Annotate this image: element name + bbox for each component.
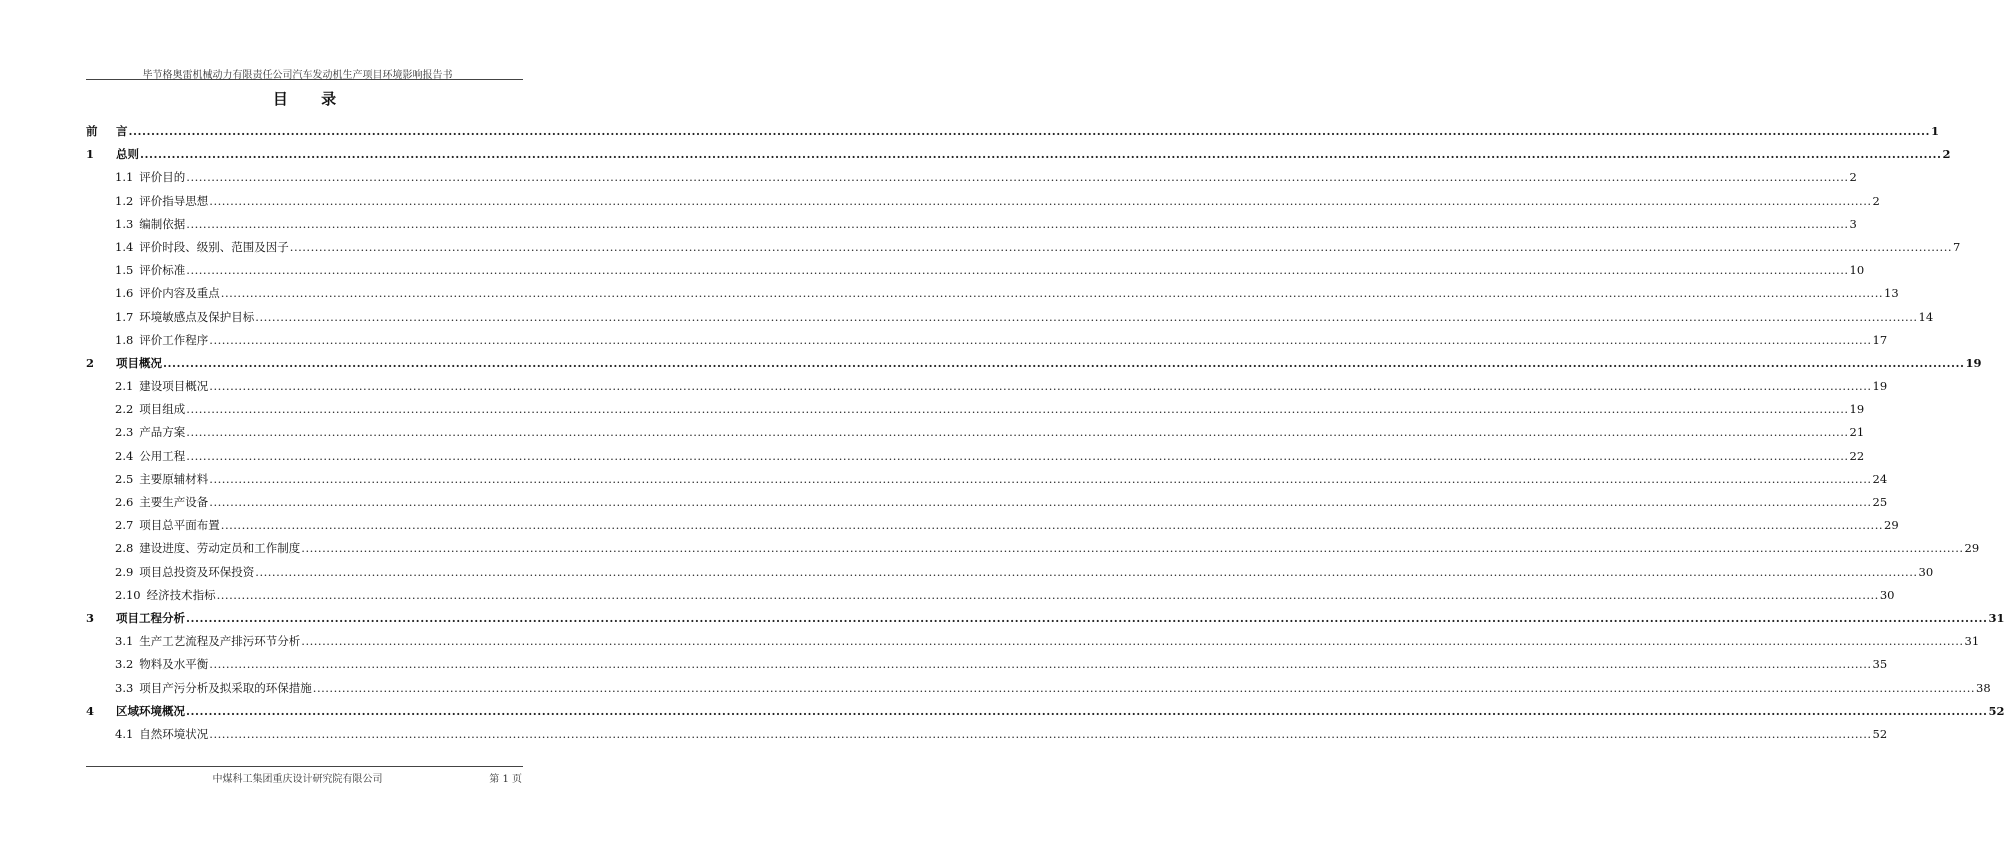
toc-entry-page: 2 — [1872, 193, 1880, 208]
toc-dot-leader: ................................................................................................................................................................................................................................................................................................................................................................................................................ — [209, 471, 1872, 486]
toc-entry-page: 30 — [1879, 587, 1895, 602]
header-divider — [86, 79, 523, 80]
toc-entry-label: 编制依据 — [139, 216, 186, 231]
toc-entry-label: 评价内容及重点 — [139, 286, 220, 301]
toc-dot-leader: ................................................................................................................................................................................................................................................................................................................................................................................................................ — [186, 216, 1849, 231]
toc-entry-page: 31 — [1964, 634, 1980, 649]
toc-entry-label: 产品方案 — [139, 425, 186, 440]
toc-section-row[interactable] — [86, 726, 1888, 749]
toc-entry-label: 主要生产设备 — [139, 495, 209, 509]
toc-entry-number: 2.5 — [115, 471, 134, 486]
toc-entry-page: 2 — [1942, 147, 1951, 162]
toc-entry-label: 经济技术指标 — [146, 587, 216, 602]
toc-dot-leader: ................................................................................................................................................................................................................................................................................................................................................................................................................ — [186, 425, 1849, 440]
toc-dot-leader: ................................................................................................................................................................................................................................................................................................................................................................................................................ — [220, 286, 1884, 301]
toc-section-row[interactable] — [86, 587, 1895, 610]
toc-entry-page: 52 — [1872, 726, 1888, 741]
toc-entry-label: 项目组成 — [139, 402, 186, 417]
toc-section-row[interactable] — [86, 424, 1865, 447]
toc-entry-label: 评价标准 — [139, 263, 186, 278]
toc-dot-leader: ................................................................................................................................................................................................................................................................................................................................................................................................................ — [186, 170, 1849, 185]
toc-entry-number: 2.4 — [115, 448, 134, 463]
toc-entry-label: 评价时段、级别、范围及因子 — [139, 239, 289, 254]
toc-entry-label: 评价指导思想 — [139, 193, 209, 208]
toc-chapter-row[interactable] — [86, 123, 1939, 146]
toc-entry-number: 1.2 — [115, 193, 134, 208]
toc-entry-label: 环境敏感点及保护目标 — [139, 309, 255, 324]
toc-section-row[interactable] — [86, 169, 1857, 192]
toc-entry-page: 30 — [1918, 564, 1934, 579]
toc-dot-leader: ................................................................................................................................................................................................................................................................................................................................................................................................................ — [186, 448, 1849, 463]
page-number: 第 1 页 — [489, 774, 522, 785]
toc-dot-leader: ................................................................................................................................................................................................................................................................................................................................................................................................................ — [255, 309, 1918, 324]
toc-section-row[interactable] — [86, 262, 1865, 285]
toc-entry-page: 31 — [1988, 610, 2004, 625]
toc-entry-number: 2.2 — [115, 402, 134, 417]
toc-section-row[interactable] — [86, 309, 1934, 332]
toc-dot-leader: ................................................................................................................................................................................................................................................................................................................................................................................................................ — [186, 703, 1988, 718]
toc-dot-leader: ................................................................................................................................................................................................................................................................................................................................................................................................................ — [209, 193, 1872, 208]
toc-dot-leader: ................................................................................................................................................................................................................................................................................................................................................................................................................ — [216, 587, 1879, 602]
toc-entry-number: 1 — [86, 147, 95, 162]
toc-entry-number: 1.7 — [115, 309, 134, 324]
toc-entry-number: 3.2 — [115, 657, 134, 672]
toc-dot-leader: ................................................................................................................................................................................................................................................................................................................................................................................................................ — [209, 726, 1872, 741]
toc-entry-number: 3 — [86, 610, 95, 625]
toc-section-row[interactable] — [86, 656, 1888, 679]
toc-dot-leader: ................................................................................................................................................................................................................................................................................................................................................................................................................ — [186, 402, 1849, 417]
toc-entry-number: 2.6 — [115, 495, 134, 509]
toc-entry-number: 1.8 — [115, 332, 134, 347]
toc-entry-label: 项目总平面布置 — [139, 518, 220, 533]
toc-section-row[interactable] — [86, 494, 1888, 517]
toc-dot-leader: ................................................................................................................................................................................................................................................................................................................................................................................................................ — [301, 541, 1964, 556]
toc-entry-page: 10 — [1849, 263, 1865, 278]
toc-entry-page: 13 — [1884, 286, 1899, 301]
toc-entry-number: 2.3 — [115, 425, 134, 440]
toc-entry-page: 29 — [1964, 541, 1980, 556]
toc-dot-leader: ................................................................................................................................................................................................................................................................................................................................................................................................................ — [140, 147, 1942, 162]
toc-dot-leader: ................................................................................................................................................................................................................................................................................................................................................................................................................ — [209, 332, 1872, 347]
toc-entry-number: 前 — [86, 124, 98, 138]
toc-entry-label: 建设进度、劳动定员和工作制度 — [139, 541, 301, 556]
toc-entry-number: 2.1 — [115, 379, 134, 394]
toc-entry-label: 自然环境状况 — [139, 726, 209, 741]
toc-entry-label: 主要原辅材料 — [139, 471, 209, 486]
toc-section-row[interactable] — [86, 633, 1980, 656]
toc-entry-number: 1.1 — [115, 170, 134, 185]
footer-divider — [86, 766, 523, 767]
toc-section-row[interactable] — [86, 193, 1880, 216]
toc-entry-label: 项目工程分析 — [116, 610, 185, 625]
toc-section-row[interactable] — [86, 448, 1865, 471]
toc-dot-leader: ................................................................................................................................................................................................................................................................................................................................................................................................................ — [209, 379, 1872, 394]
page-title: 目 录 — [272, 90, 351, 108]
toc-entry-number: 2.8 — [115, 541, 134, 556]
toc-dot-leader: ................................................................................................................................................................................................................................................................................................................................................................................................................ — [163, 355, 1965, 370]
toc-entry-label: 评价目的 — [139, 170, 186, 185]
toc-entry-number: 1.3 — [115, 216, 134, 231]
toc-entry-page: 3 — [1849, 216, 1857, 231]
toc-entry-page: 52 — [1988, 703, 2004, 718]
footer-organization: 中煤科工集团重庆设计研究院有限公司 — [212, 774, 383, 785]
toc-entry-number: 1.5 — [115, 263, 134, 278]
toc-entry-page: 21 — [1849, 425, 1865, 440]
toc-entry-label: 区域环境概况 — [116, 703, 185, 718]
toc-entry-label: 物料及水平衡 — [139, 657, 209, 672]
toc-section-row[interactable] — [86, 285, 1899, 308]
toc-entry-number: 3.1 — [115, 634, 134, 649]
toc-chapter-row[interactable] — [86, 610, 2004, 633]
toc-dot-leader: ................................................................................................................................................................................................................................................................................................................................................................................................................ — [301, 634, 1964, 649]
toc-dot-leader: ................................................................................................................................................................................................................................................................................................................................................................................................................ — [186, 263, 1849, 278]
toc-entry-number: 2.7 — [115, 518, 134, 533]
toc-entry-label: 项目产污分析及拟采取的环保措施 — [139, 680, 312, 695]
toc-chapter-row[interactable] — [86, 146, 1951, 169]
toc-entry-page: 19 — [1965, 355, 1982, 370]
toc-entry-page: 1 — [1930, 124, 1939, 138]
toc-entry-label: 公用工程 — [139, 448, 186, 463]
toc-dot-leader: ................................................................................................................................................................................................................................................................................................................................................................................................................ — [289, 239, 1953, 254]
toc-dot-leader: ................................................................................................................................................................................................................................................................................................................................................................................................................ — [209, 495, 1872, 509]
toc-entry-number: 1.4 — [115, 239, 134, 254]
toc-section-row[interactable] — [86, 564, 1934, 587]
toc-entry-label: 生产工艺流程及产排污环节分析 — [139, 634, 301, 649]
table-of-contents — [86, 123, 2004, 749]
toc-entry-page: 7 — [1953, 239, 1961, 254]
toc-entry-page: 22 — [1849, 448, 1865, 463]
toc-entry-page: 24 — [1872, 471, 1888, 486]
toc-entry-page: 38 — [1976, 680, 1991, 695]
toc-entry-label: 评价工作程序 — [139, 332, 209, 347]
toc-entry-label: 建设项目概况 — [139, 379, 209, 394]
toc-entry-page: 17 — [1872, 332, 1888, 347]
toc-section-row[interactable] — [86, 471, 1888, 494]
toc-dot-leader: ................................................................................................................................................................................................................................................................................................................................................................................................................ — [220, 518, 1884, 533]
toc-entry-page: 2 — [1849, 170, 1857, 185]
toc-entry-page: 25 — [1872, 495, 1888, 509]
toc-section-row[interactable] — [86, 401, 1865, 424]
toc-entry-label: 言 — [116, 124, 128, 138]
toc-dot-leader: ................................................................................................................................................................................................................................................................................................................................................................................................................ — [209, 657, 1872, 672]
toc-section-row[interactable] — [86, 378, 1888, 401]
toc-entry-number: 4.1 — [115, 726, 134, 741]
toc-section-row[interactable] — [86, 239, 1961, 262]
toc-dot-leader: ................................................................................................................................................................................................................................................................................................................................................................................................................ — [186, 610, 1988, 625]
toc-chapter-row[interactable] — [86, 703, 2004, 726]
toc-section-row[interactable] — [86, 680, 1991, 703]
toc-entry-number: 2 — [86, 355, 95, 370]
toc-entry-number: 4 — [86, 703, 95, 718]
toc-section-row[interactable] — [86, 540, 1980, 563]
toc-entry-label: 项目概况 — [116, 355, 162, 370]
toc-section-row[interactable] — [86, 216, 1857, 239]
toc-section-row[interactable] — [86, 517, 1899, 540]
toc-entry-page: 29 — [1884, 518, 1899, 533]
toc-chapter-row[interactable] — [86, 355, 1982, 378]
toc-entry-number: 2.9 — [115, 564, 134, 579]
toc-entry-page: 19 — [1872, 379, 1888, 394]
toc-entry-page: 35 — [1872, 657, 1888, 672]
toc-dot-leader: ................................................................................................................................................................................................................................................................................................................................................................................................................ — [255, 564, 1918, 579]
toc-dot-leader: ................................................................................................................................................................................................................................................................................................................................................................................................................ — [312, 680, 1976, 695]
toc-section-row[interactable] — [86, 332, 1888, 355]
toc-dot-leader: ................................................................................................................................................................................................................................................................................................................................................................................................................ — [128, 124, 1930, 138]
running-header: 毕节格奥雷机械动力有限责任公司汽车发动机生产项目环境影响报告书 — [142, 70, 453, 81]
toc-entry-number: 2.10 — [115, 587, 141, 602]
toc-entry-number: 1.6 — [115, 286, 134, 301]
toc-entry-page: 14 — [1918, 309, 1934, 324]
toc-entry-label: 总则 — [116, 147, 139, 162]
toc-entry-page: 19 — [1849, 402, 1865, 417]
toc-entry-number: 3.3 — [115, 680, 134, 695]
toc-entry-label: 项目总投资及环保投资 — [139, 564, 255, 579]
